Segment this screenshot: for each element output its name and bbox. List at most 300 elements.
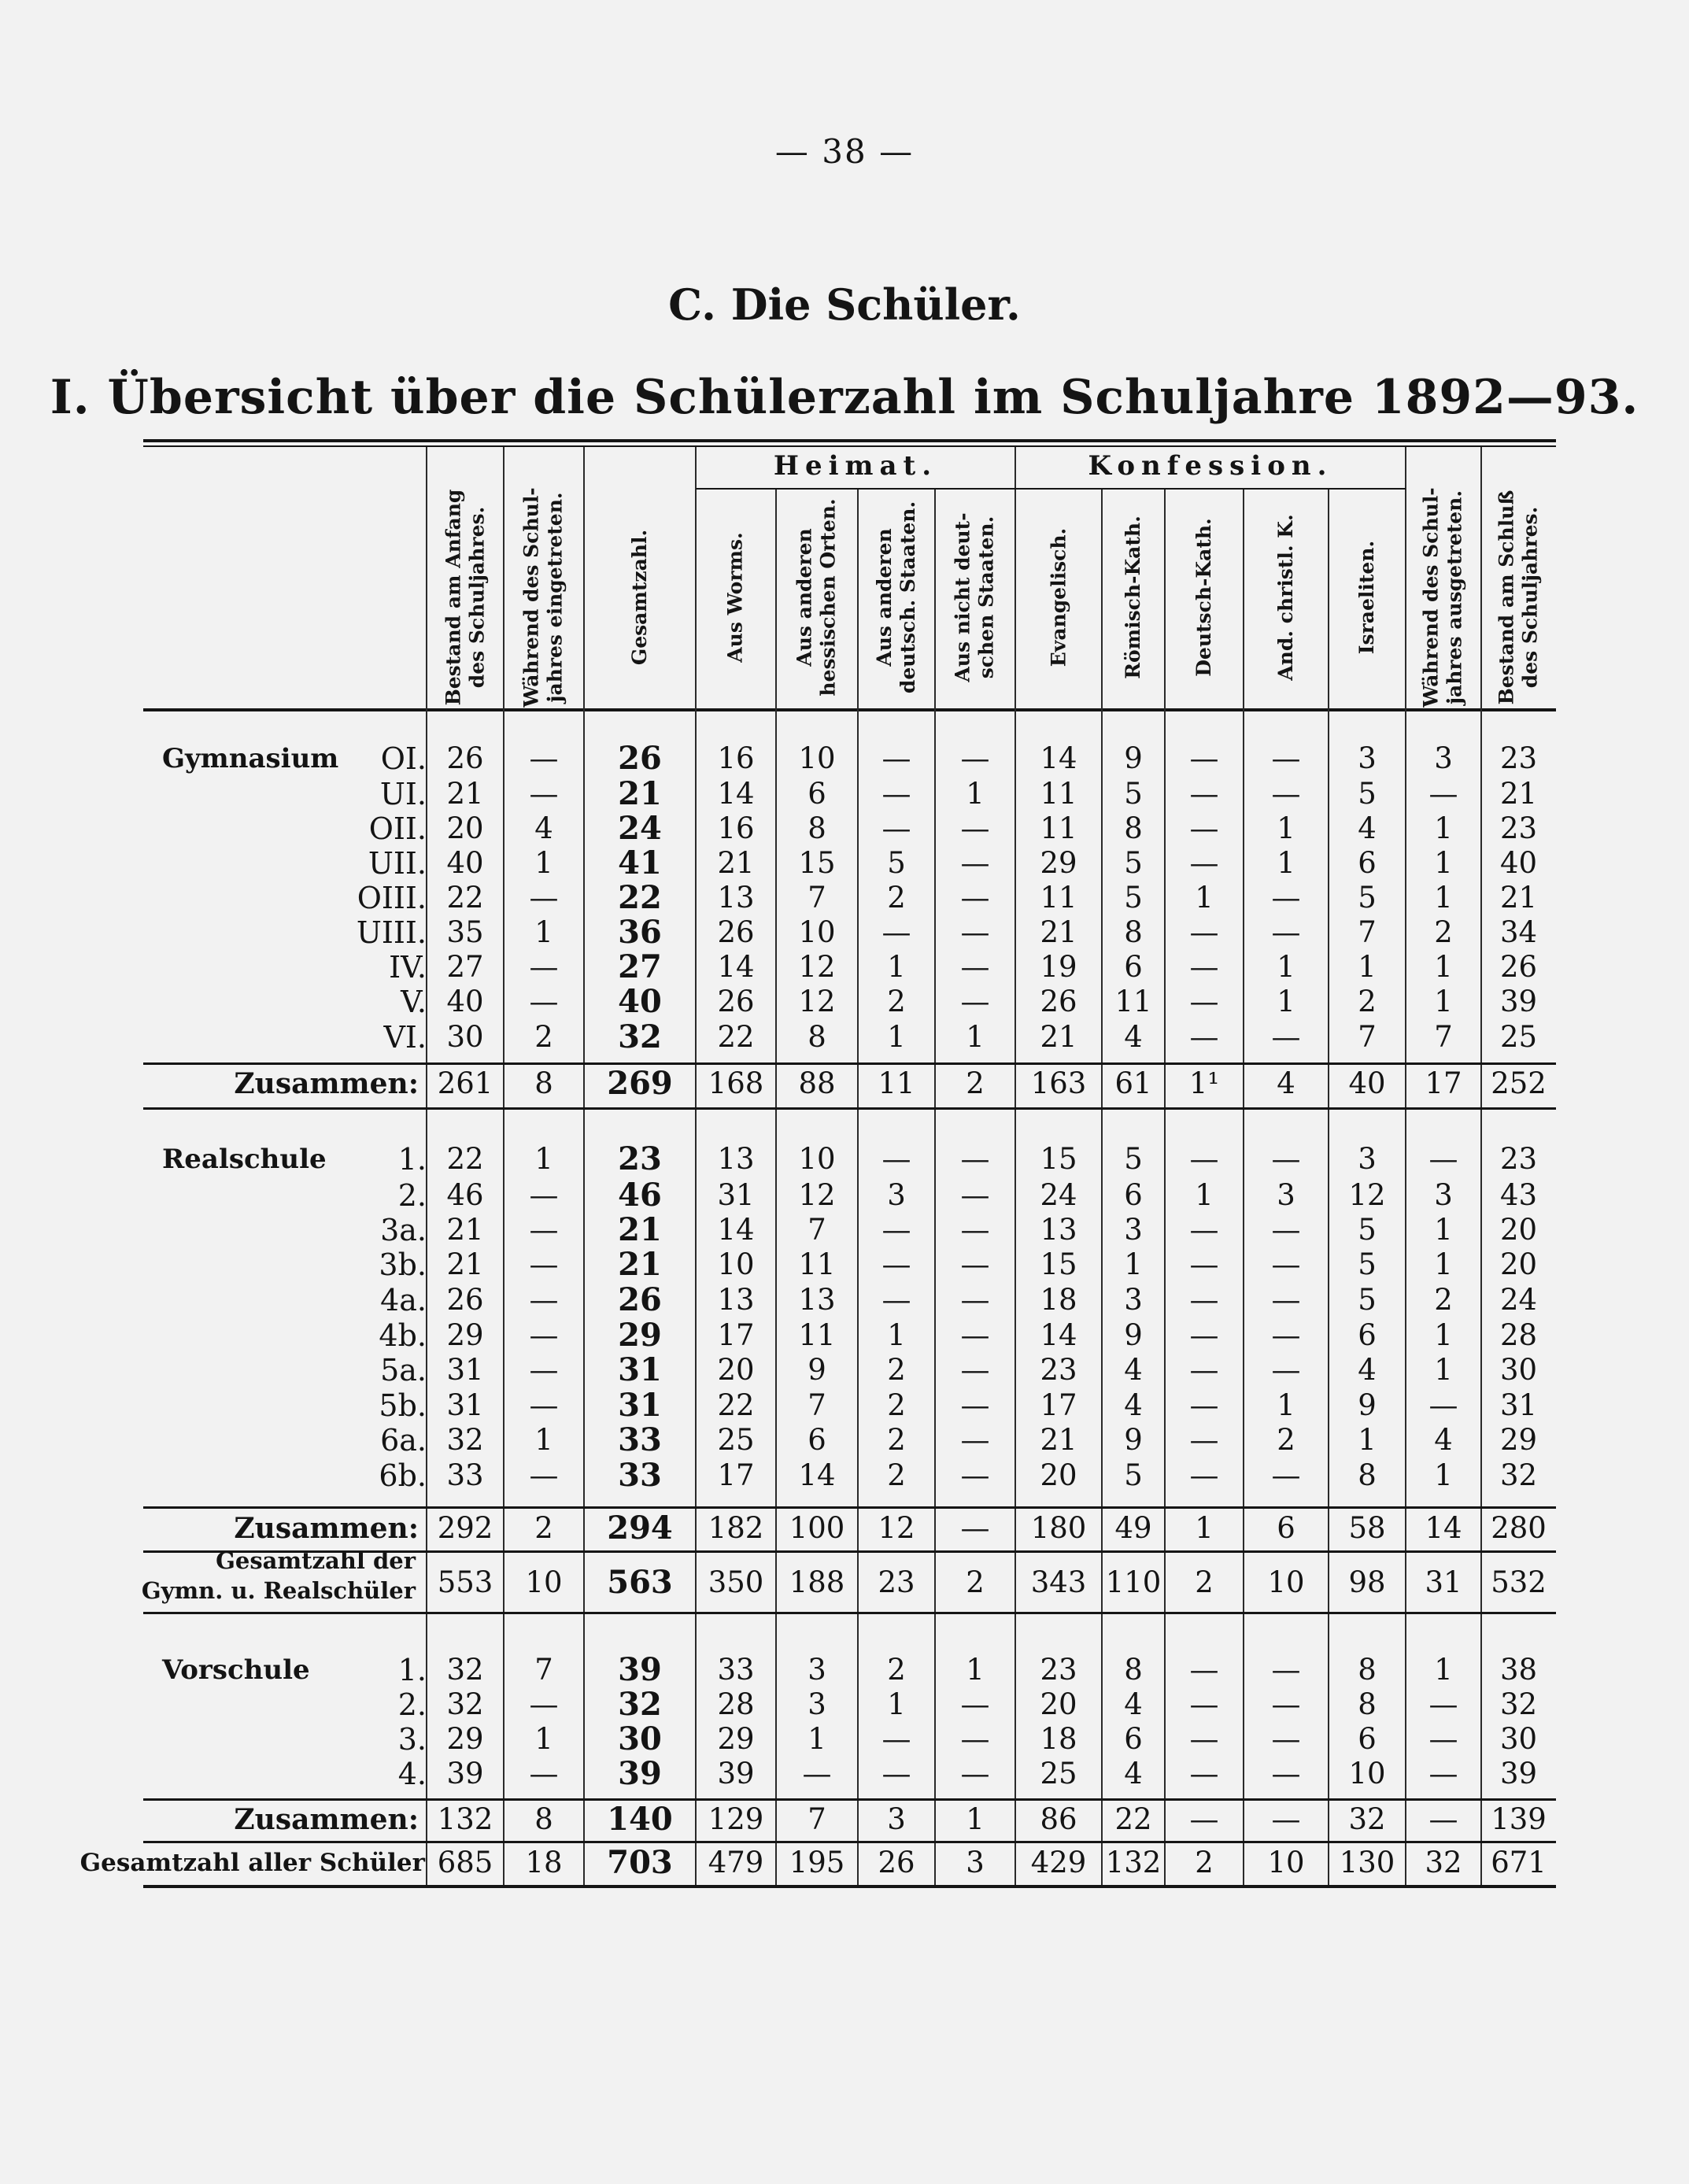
cell-schluss: 20: [1499, 1247, 1538, 1281]
cell-ausgetreten: 2: [1434, 1283, 1453, 1317]
cell-deutsch: 3: [887, 1178, 906, 1212]
class-label: UI.: [379, 777, 427, 811]
table-row: [143, 1283, 1556, 1317]
cell-ausgetreten: 14: [1425, 1511, 1462, 1545]
cell-deutschkath: —: [1189, 915, 1219, 949]
cell-worms: 25: [717, 1423, 755, 1457]
cell-andchristl: 1: [1277, 950, 1295, 984]
cell-worms: 13: [717, 881, 755, 915]
total-row: [143, 1066, 1556, 1101]
cell-hessisch: 12: [798, 1178, 836, 1212]
row-label: [143, 1247, 427, 1282]
cell-deutschkath: 1: [1195, 1178, 1214, 1212]
cell-israeliten: 130: [1339, 1846, 1395, 1879]
cell-worms: 16: [717, 811, 755, 845]
row-label: [143, 741, 427, 776]
cell-israeliten: 10: [1348, 1757, 1386, 1790]
column-header-label: Deutsch-Kath.: [1192, 518, 1216, 677]
cell-deutschkath: —: [1189, 950, 1219, 984]
total-label-text: Gesamtzahl aller Schüler: [79, 1849, 425, 1877]
cell-worms: 350: [708, 1565, 764, 1599]
cell-gesamt: 294: [607, 1510, 673, 1547]
cell-deutschkath: —: [1189, 1283, 1219, 1317]
cell-israeliten: 3: [1358, 1142, 1377, 1176]
cell-deutsch: 23: [878, 1565, 915, 1599]
cell-nichtdeutsch: —: [960, 1283, 990, 1317]
cell-ausgetreten: 1: [1434, 1353, 1453, 1387]
cell-schluss: 532: [1491, 1565, 1547, 1599]
cell-deutschkath: —: [1189, 1722, 1219, 1756]
total-label-text: Zusammen:: [234, 1512, 419, 1545]
cell-worms: 182: [708, 1511, 764, 1545]
cell-deutschkath: —: [1189, 1318, 1219, 1352]
cell-andchristl: 6: [1277, 1511, 1295, 1545]
table-row: [143, 1757, 1556, 1791]
cell-schluss: 20: [1499, 1213, 1538, 1247]
cell-israeliten: 32: [1348, 1802, 1386, 1836]
cell-deutsch: —: [881, 915, 911, 949]
cell-nichtdeutsch: —: [960, 881, 990, 915]
cell-nichtdeutsch: —: [960, 1353, 990, 1387]
cell-eingetreten: —: [529, 1178, 559, 1212]
cell-schluss: 21: [1499, 777, 1538, 811]
cell-roemisch: 3: [1124, 1283, 1143, 1317]
cell-gesamt: 21: [618, 1211, 662, 1248]
cell-deutschkath: 1: [1195, 1511, 1214, 1545]
cell-deutsch: —: [881, 1247, 911, 1281]
column-header-label: Bestand am Schluß des Schuljahres.: [1495, 490, 1542, 705]
cell-deutsch: 2: [887, 1353, 906, 1387]
cell-deutschkath: —: [1189, 1423, 1219, 1457]
column-header-worms: [696, 488, 776, 707]
cell-gesamt: 24: [618, 810, 662, 847]
grand-total-row: [79, 1844, 1556, 1881]
cell-ausgetreten: 3: [1434, 1178, 1453, 1212]
column-header-evangelisch: [1015, 488, 1102, 707]
page-number: — 38 —: [774, 132, 915, 171]
combined-total-line1: Gesamtzahl der: [216, 1547, 416, 1574]
cell-deutschkath: —: [1189, 1687, 1219, 1721]
cell-eingetreten: —: [529, 1213, 559, 1247]
cell-anfang: 22: [446, 1142, 484, 1176]
cell-gesamt: 26: [618, 1281, 662, 1318]
cell-israeliten: 1: [1358, 1423, 1377, 1457]
cell-worms: 39: [717, 1757, 755, 1790]
cell-evangelisch: 13: [1040, 1213, 1077, 1247]
cell-andchristl: —: [1271, 1757, 1301, 1790]
cell-israeliten: 7: [1358, 915, 1377, 949]
cell-evangelisch: 180: [1030, 1511, 1087, 1545]
combined-total-line2: Gymn. u. Realschüler: [141, 1577, 416, 1604]
table-row: [143, 846, 1556, 881]
table-header-rule: [143, 708, 1556, 711]
class-label: 1.: [397, 1142, 427, 1177]
cell-deutsch: —: [881, 777, 911, 811]
cell-worms: 22: [717, 1388, 755, 1422]
row-label: [143, 811, 427, 846]
class-label: IV.: [389, 950, 427, 985]
cell-ausgetreten: 2: [1434, 915, 1453, 949]
cell-evangelisch: 25: [1040, 1757, 1077, 1790]
cell-ausgetreten: —: [1428, 1802, 1458, 1836]
gymnasium-total-rule: [143, 1062, 1556, 1065]
cell-ausgetreten: —: [1428, 1757, 1458, 1790]
cell-eingetreten: —: [529, 1757, 559, 1790]
cell-schluss: 21: [1499, 881, 1538, 915]
cell-andchristl: 1: [1277, 811, 1295, 845]
total-label-text: Zusammen:: [234, 1067, 419, 1100]
cell-ausgetreten: 1: [1434, 881, 1453, 915]
cell-anfang: 20: [446, 811, 484, 845]
row-label: [143, 777, 427, 811]
cell-nichtdeutsch: —: [960, 1458, 990, 1492]
cell-andchristl: —: [1271, 1458, 1301, 1492]
cell-andchristl: —: [1271, 1213, 1301, 1247]
cell-anfang: 46: [446, 1178, 484, 1212]
cell-andchristl: —: [1271, 1283, 1301, 1317]
cell-nichtdeutsch: —: [960, 811, 990, 845]
table-row: [143, 1353, 1556, 1388]
class-label: 5b.: [379, 1388, 427, 1423]
cell-roemisch: 8: [1124, 811, 1143, 845]
cell-deutsch: —: [881, 741, 911, 775]
cell-evangelisch: 15: [1040, 1142, 1077, 1176]
cell-evangelisch: 20: [1040, 1687, 1077, 1721]
cell-deutschkath: 2: [1195, 1846, 1214, 1879]
cell-gesamt: 26: [618, 740, 662, 777]
cell-andchristl: —: [1271, 1653, 1301, 1687]
cell-gesamt: 36: [618, 914, 662, 951]
cell-roemisch: 6: [1124, 1722, 1143, 1756]
cell-deutsch: 1: [887, 1020, 906, 1054]
cell-israeliten: 6: [1358, 1318, 1377, 1352]
class-label: UIII.: [356, 915, 427, 950]
cell-anfang: 40: [446, 985, 484, 1018]
cell-anfang: 21: [446, 1213, 484, 1247]
cell-roemisch: 5: [1124, 846, 1143, 880]
cell-andchristl: —: [1271, 741, 1301, 775]
cell-gesamt: 27: [618, 948, 662, 985]
vorschule-total-rule: [143, 1798, 1556, 1801]
cell-ausgetreten: 1: [1434, 1213, 1453, 1247]
column-header-roemisch: [1102, 488, 1165, 707]
cell-gesamt: 269: [607, 1065, 673, 1102]
cell-deutsch: —: [881, 1722, 911, 1756]
column-header-israeliten: [1329, 488, 1406, 707]
cell-andchristl: —: [1271, 1722, 1301, 1756]
cell-worms: 10: [717, 1247, 755, 1281]
row-label: [143, 1213, 427, 1247]
cell-roemisch: 5: [1124, 777, 1143, 811]
cell-andchristl: —: [1271, 1020, 1301, 1054]
cell-schluss: 23: [1499, 741, 1538, 775]
cell-nichtdeutsch: —: [960, 1687, 990, 1721]
cell-ausgetreten: 1: [1434, 846, 1453, 880]
cell-evangelisch: 26: [1040, 985, 1077, 1018]
column-header-label: Während des Schul- jahres ausgetreten.: [1420, 487, 1467, 708]
cell-andchristl: —: [1271, 915, 1301, 949]
cell-andchristl: 2: [1277, 1423, 1295, 1457]
cell-deutschkath: 1¹: [1188, 1066, 1220, 1100]
cell-anfang: 31: [446, 1353, 484, 1387]
cell-deutsch: 2: [887, 1653, 906, 1687]
cell-schluss: 139: [1491, 1802, 1547, 1836]
column-header-label: Aus nicht deut- schen Staaten.: [952, 512, 999, 682]
cell-deutschkath: —: [1189, 1757, 1219, 1790]
table-row: [143, 1213, 1556, 1247]
cell-schluss: 39: [1499, 1757, 1538, 1790]
column-header-anfang: [427, 488, 504, 707]
column-header-gesamt: [584, 488, 696, 707]
cell-nichtdeutsch: —: [960, 915, 990, 949]
cell-ausgetreten: —: [1428, 1388, 1458, 1422]
cell-andchristl: —: [1271, 881, 1301, 915]
cell-ausgetreten: —: [1428, 1142, 1458, 1176]
cell-deutsch: 2: [887, 1458, 906, 1492]
cell-nichtdeutsch: 2: [966, 1066, 985, 1100]
cell-evangelisch: 23: [1040, 1653, 1077, 1687]
cell-nichtdeutsch: —: [960, 1247, 990, 1281]
cell-evangelisch: 14: [1040, 741, 1077, 775]
table-top-rule-inner: [143, 445, 1556, 447]
cell-schluss: 31: [1499, 1388, 1538, 1422]
cell-anfang: 29: [446, 1318, 484, 1352]
cell-andchristl: —: [1271, 1802, 1301, 1836]
cell-deutschkath: —: [1189, 1802, 1219, 1836]
cell-eingetreten: 1: [534, 915, 553, 949]
cell-anfang: 32: [446, 1653, 484, 1687]
cell-ausgetreten: 4: [1434, 1423, 1453, 1457]
cell-deutschkath: —: [1189, 741, 1219, 775]
cell-ausgetreten: 17: [1425, 1066, 1462, 1100]
cell-schluss: 34: [1499, 915, 1538, 949]
cell-schluss: 32: [1499, 1458, 1538, 1492]
cell-hessisch: 10: [798, 741, 836, 775]
cell-anfang: 21: [446, 1247, 484, 1281]
cell-eingetreten: 10: [525, 1565, 563, 1599]
cell-worms: 26: [717, 915, 755, 949]
row-label: [143, 1318, 427, 1353]
cell-schluss: 29: [1499, 1423, 1538, 1457]
cell-deutschkath: —: [1189, 846, 1219, 880]
cell-gesamt: 30: [618, 1720, 662, 1757]
cell-ausgetreten: 31: [1425, 1565, 1462, 1599]
cell-deutsch: —: [881, 811, 911, 845]
cell-schluss: 23: [1499, 811, 1538, 845]
cell-ausgetreten: 1: [1434, 950, 1453, 984]
cell-nichtdeutsch: 3: [966, 1846, 985, 1879]
cell-schluss: 252: [1491, 1066, 1547, 1100]
cell-andchristl: 3: [1277, 1178, 1295, 1212]
cell-roemisch: 3: [1124, 1213, 1143, 1247]
cell-anfang: 26: [446, 741, 484, 775]
cell-hessisch: 12: [798, 950, 836, 984]
cell-eingetreten: —: [529, 1283, 559, 1317]
cell-roemisch: 4: [1124, 1388, 1143, 1422]
cell-eingetreten: —: [529, 1687, 559, 1721]
class-label: 4a.: [380, 1283, 427, 1317]
cell-gesamt: 46: [618, 1177, 662, 1214]
cell-gesamt: 31: [618, 1351, 662, 1388]
cell-hessisch: 3: [808, 1687, 826, 1721]
cell-hessisch: 10: [798, 915, 836, 949]
cell-roemisch: 11: [1114, 985, 1152, 1018]
cell-deutschkath: —: [1189, 1020, 1219, 1054]
cell-ausgetreten: 7: [1434, 1020, 1453, 1054]
row-label: [143, 846, 427, 881]
cell-anfang: 30: [446, 1020, 484, 1054]
cell-schluss: 38: [1499, 1653, 1538, 1687]
row-label: [143, 1687, 427, 1722]
cell-schluss: 671: [1491, 1846, 1547, 1879]
cell-deutschkath: —: [1189, 1388, 1219, 1422]
table-row: [143, 1020, 1556, 1055]
cell-eingetreten: 2: [534, 1511, 553, 1545]
cell-schluss: 23: [1499, 1142, 1538, 1176]
realschule-total-rule: [143, 1506, 1556, 1509]
cell-gesamt: 32: [618, 1018, 662, 1055]
total-row: [143, 1802, 1556, 1837]
column-header-label: Evangelisch.: [1047, 527, 1070, 667]
table-row: [143, 1687, 1556, 1722]
class-label: UII.: [368, 846, 427, 881]
cell-schluss: 26: [1499, 950, 1538, 984]
row-label: [143, 1653, 427, 1687]
cell-andchristl: —: [1271, 1142, 1301, 1176]
row-label: [143, 1757, 427, 1791]
table-row: [143, 1722, 1556, 1757]
class-label: 4b.: [379, 1318, 427, 1353]
section-title: C. Die Schüler.: [668, 279, 1021, 330]
table-row: [143, 1142, 1556, 1177]
table-row: [143, 777, 1556, 811]
cell-gesamt: 703: [607, 1844, 673, 1881]
cell-anfang: 292: [437, 1511, 493, 1545]
cell-gesamt: 29: [618, 1317, 662, 1354]
cell-hessisch: 13: [798, 1283, 836, 1317]
cell-hessisch: 100: [789, 1511, 845, 1545]
cell-hessisch: 7: [808, 881, 826, 915]
cell-eingetreten: 8: [534, 1802, 553, 1836]
cell-israeliten: 4: [1358, 1353, 1377, 1387]
cell-hessisch: 12: [798, 985, 836, 1018]
cell-deutsch: 1: [887, 950, 906, 984]
cell-deutsch: 2: [887, 1423, 906, 1457]
class-label: OIII.: [357, 881, 427, 915]
cell-roemisch: 22: [1114, 1802, 1152, 1836]
cell-deutsch: 1: [887, 1318, 906, 1352]
cell-roemisch: 9: [1124, 741, 1143, 775]
cell-nichtdeutsch: —: [960, 1318, 990, 1352]
cell-ausgetreten: 1: [1434, 811, 1453, 845]
cell-israeliten: 5: [1358, 1213, 1377, 1247]
column-header-deutschkath: [1165, 488, 1244, 707]
cell-hessisch: 8: [808, 811, 826, 845]
cell-roemisch: 4: [1124, 1687, 1143, 1721]
cell-worms: 22: [717, 1020, 755, 1054]
cell-deutsch: —: [881, 1283, 911, 1317]
section-name: Vorschule: [162, 1654, 310, 1686]
table-row: [143, 1318, 1556, 1353]
cell-evangelisch: 343: [1030, 1565, 1087, 1599]
cell-nichtdeutsch: —: [960, 1213, 990, 1247]
cell-nichtdeutsch: —: [960, 846, 990, 880]
table-row: [143, 985, 1556, 1019]
cell-worms: 168: [708, 1066, 764, 1100]
cell-deutsch: —: [881, 1142, 911, 1176]
class-label: V.: [401, 985, 427, 1019]
cell-deutsch: —: [881, 1213, 911, 1247]
cell-ausgetreten: —: [1428, 1687, 1458, 1721]
cell-evangelisch: 15: [1040, 1247, 1077, 1281]
cell-anfang: 32: [446, 1687, 484, 1721]
cell-anfang: 29: [446, 1722, 484, 1756]
cell-gesamt: 21: [618, 1246, 662, 1283]
cell-eingetreten: 1: [534, 1423, 553, 1457]
cell-hessisch: 14: [798, 1458, 836, 1492]
cell-worms: 16: [717, 741, 755, 775]
column-header-label: Römisch-Kath.: [1122, 516, 1145, 679]
cell-anfang: 261: [437, 1066, 493, 1100]
cell-israeliten: 8: [1358, 1687, 1377, 1721]
cell-hessisch: 88: [798, 1066, 836, 1100]
column-header-deutsch: [858, 488, 935, 707]
cell-hessisch: 11: [798, 1247, 836, 1281]
cell-worms: 21: [717, 846, 755, 880]
cell-israeliten: 6: [1358, 846, 1377, 880]
cell-gesamt: 33: [618, 1457, 662, 1494]
cell-deutsch: 5: [887, 846, 906, 880]
cell-eingetreten: —: [529, 950, 559, 984]
cell-worms: 129: [708, 1802, 764, 1836]
cell-schluss: 40: [1499, 846, 1538, 880]
cell-israeliten: 3: [1358, 741, 1377, 775]
cell-ausgetreten: 1: [1434, 1458, 1453, 1492]
column-header-label: Aus Worms.: [724, 532, 747, 663]
cell-ausgetreten: 3: [1434, 741, 1453, 775]
cell-ausgetreten: 1: [1434, 1247, 1453, 1281]
cell-israeliten: 7: [1358, 1020, 1377, 1054]
cell-roemisch: 1: [1124, 1247, 1143, 1281]
total-row: [143, 1511, 1556, 1546]
cell-andchristl: 10: [1267, 1846, 1305, 1879]
cell-nichtdeutsch: 1: [966, 1653, 985, 1687]
column-header-hessisch: [776, 488, 858, 707]
cell-deutschkath: 1: [1195, 881, 1214, 915]
cell-schluss: 30: [1499, 1353, 1538, 1387]
cell-hessisch: 7: [808, 1388, 826, 1422]
cell-andchristl: 1: [1277, 846, 1295, 880]
cell-worms: 26: [717, 985, 755, 1018]
cell-gesamt: 33: [618, 1421, 662, 1458]
table-row: [143, 915, 1556, 950]
cell-worms: 29: [717, 1722, 755, 1756]
cell-deutschkath: —: [1189, 1142, 1219, 1176]
cell-worms: 13: [717, 1142, 755, 1176]
cell-schluss: 32: [1499, 1687, 1538, 1721]
total-label: [143, 1066, 427, 1101]
cell-israeliten: 1: [1358, 950, 1377, 984]
column-header-andchristl: [1244, 488, 1329, 707]
cell-deutschkath: —: [1189, 1353, 1219, 1387]
cell-eingetreten: 8: [534, 1066, 553, 1100]
row-label: [143, 1722, 427, 1757]
cell-schluss: 24: [1499, 1283, 1538, 1317]
cell-gesamt: 39: [618, 1651, 662, 1688]
column-header-label: Während des Schul- jahres eingetreten.: [520, 487, 567, 708]
cell-eingetreten: —: [529, 1318, 559, 1352]
cell-israeliten: 2: [1358, 985, 1377, 1018]
